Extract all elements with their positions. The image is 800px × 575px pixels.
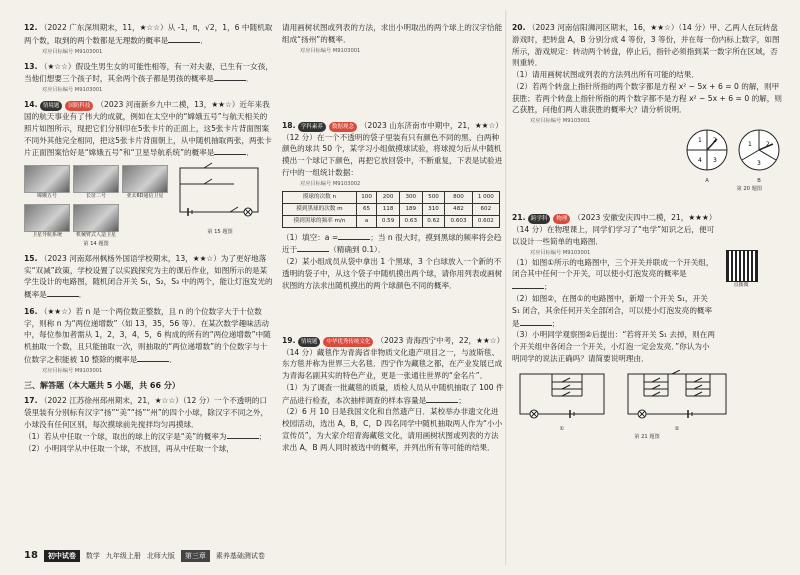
target-code: 对应目标编号 M9103001 — [42, 48, 103, 55]
spinner-label: A — [705, 177, 709, 184]
question-18 — [282, 120, 504, 292]
answer-blank[interactable] — [426, 394, 458, 403]
punctuation: ； — [544, 282, 552, 292]
chapter-label: 第三章 — [181, 550, 210, 562]
answer-blank[interactable] — [512, 280, 544, 289]
table-cell: 0.63 — [399, 215, 422, 227]
question-17 — [24, 395, 274, 455]
table-body — [283, 191, 500, 227]
question-number: 14. — [24, 100, 38, 110]
page-spine — [505, 10, 507, 565]
sub-question-1-tail: （精确到 0.1）． — [329, 245, 386, 255]
topic-tag: 国防科技 — [65, 101, 93, 111]
circuit-label: ② — [674, 426, 680, 433]
question-number: 17. — [24, 396, 38, 406]
category-tag: 情境题 — [40, 101, 63, 111]
table-cell: 189 — [399, 203, 422, 215]
photo-caption: 机械臂式人造卫星 — [75, 232, 116, 238]
qr-caption: 点拨微 — [733, 282, 749, 288]
photo-card — [24, 204, 70, 240]
topic-tag: 物理 — [553, 214, 570, 224]
table-cell: a — [356, 215, 376, 227]
frequency-table — [282, 191, 500, 228]
answer-blank[interactable] — [338, 231, 370, 240]
spinner-a — [684, 127, 730, 185]
switch-icon — [652, 385, 660, 389]
qr-code-icon[interactable] — [726, 250, 758, 282]
switch-s3 — [230, 207, 238, 212]
question-number: 12. — [24, 23, 38, 32]
table-cell: 602 — [472, 203, 499, 215]
sub-question-2: （2）小明同学从中任取一个球，不放回，再从中任取一个球， — [24, 444, 234, 454]
photo-card — [73, 165, 119, 201]
table-row — [283, 215, 500, 227]
question-15 — [24, 253, 274, 301]
table-cell: 100 — [356, 191, 376, 203]
question-number: 13. — [24, 61, 38, 71]
circuit-2-diagram — [622, 370, 732, 422]
column-left — [24, 22, 274, 460]
answer-blank[interactable] — [520, 317, 552, 326]
photo-card — [73, 204, 119, 240]
photo-image — [24, 165, 70, 193]
question-text: （2023 山东济南市中期中，21，★★☆）（12 分）在一个不透明的袋子里装有只有颜色不同的黑、白两种颜色的球共 50 个，某学习小组做摸球试验，将球搅匀后从中随机摸出一个球记下颜色，再把它放回袋中，不断重复，下表是试验进行中的一组统计数据： — [282, 120, 503, 177]
question-number: 21. — [512, 213, 526, 223]
question-text: （★★☆）若 n 是一个两位数正整数，且 n 的个位数字大于十位数字，则称 n 为“两位递增数”（如 13，35，56 等）．在某次数学趣味活动中，每位参加者需从 1，2，3，4，5，6 构成的所有的“两位递增数”中随机抽取一个数，且只能抽取一次，则抽取的“两位递增数”的个位数字与十位数字之积能被 10 整除的概率是 — [24, 306, 271, 364]
question-17-continued — [282, 22, 504, 55]
sub-question-1-cont: ；当 n 很大时，摸到黑球的频率将会趋近于 — [282, 232, 502, 255]
topic-tag: 数据观念 — [329, 122, 357, 132]
circuit-label: ① — [559, 426, 565, 433]
switch-icon — [652, 392, 660, 396]
switch-s1 — [204, 163, 212, 168]
question-text: （2023 河南信阳浉河区期末，16，★★☆）（14 分）甲、乙两人在玩转盘游戏时，把转盘 A，B 分别分成 4 等份，3 等份，并在每一份内标上数字，如图所示，游戏规定：转动两个转盘，停止后，指针必须指到某一数字所在区域，否则重转． — [512, 23, 780, 68]
figure-caption: 第 15 题图 — [207, 229, 233, 236]
question-number: 15. — [24, 253, 38, 263]
table-row — [283, 191, 500, 203]
question-number: 19. — [282, 335, 296, 345]
question-text: （2023 河南新乡九中二模，13，★★☆）近年来我国的航天事业有了伟大的成就，例如在太空中的“嫦娥五号”与航天相关的照片如图所示，现把它们分别印在5张卡片的正面上，这5张卡片背面图案不同外其他完全相同，把这5张卡片背面朝上，从中随机抽取两张，两张卡片正面图案恰好是“嫦娥五号”和“卫星导航系统”的概率是 — [24, 100, 272, 158]
question-19 — [282, 335, 504, 454]
answer-space — [282, 60, 504, 120]
table-cell: 1 000 — [472, 191, 499, 203]
sub-question-1: （1）为了调查一批藏毯的质量，质检人员从中随机抽取了 100 件产品进行检查，本次抽样调查的样本容量是 — [282, 382, 504, 405]
topic-tag: 中华优秀传统文化 — [323, 337, 373, 347]
category-tag: 学科素养 — [298, 122, 326, 132]
grade-label: 九年级上册 — [105, 551, 141, 560]
sub-question-2: （2）某小组成员从袋中拿出 1 个黑球，3 个白球放入一个新的不透明的袋子中，从这个袋子中随机摸出两个球，请你用列表或画树状图的方法求出随机摸出的两个球颜色不同的概率． — [282, 257, 503, 290]
question-16 — [24, 306, 274, 375]
photo-card — [24, 165, 70, 201]
photo-card — [122, 165, 168, 201]
circuit-1 — [512, 370, 612, 434]
switch-icon — [562, 385, 570, 389]
question-21 — [512, 212, 717, 364]
punctuation: ． — [169, 354, 177, 364]
answer-space — [282, 297, 504, 335]
punctuation: ． — [245, 74, 254, 84]
spinner-number: 3 — [713, 157, 717, 165]
page-footer — [24, 549, 284, 563]
question-text: （2023 河南郑州枫杨外国语学校期末，13，★★☆）为了更好地落实“双减”政策，学校设置了以实践探究为主的课后作业，如图所示的是某学生设计的电路图，随机闭合开关 S₁，S₂，S₃ 中的两个，能让灯泡发光的概率是 — [24, 253, 273, 300]
category-tag: 情境题 — [298, 337, 321, 347]
switch-icon — [562, 378, 570, 382]
spinner-a-diagram — [684, 127, 730, 173]
circuit-1-diagram — [512, 370, 612, 422]
photo-caption: 亚太6D通信卫星 — [126, 193, 164, 200]
figure-caption: 第 21 题图 — [634, 434, 660, 441]
answer-blank[interactable] — [214, 146, 246, 155]
column-middle — [282, 22, 504, 458]
table-cell: 0.62 — [422, 215, 445, 227]
spinner-number: 2 — [766, 141, 770, 149]
spinner-number: 1 — [748, 141, 752, 149]
target-code: 对应目标编号 M9103001 — [42, 87, 103, 94]
photo-grid — [24, 162, 168, 248]
target-code: 对应目标编号 M9103002 — [300, 180, 361, 187]
spinner-number: 2 — [713, 137, 717, 145]
table-cell: 200 — [377, 191, 400, 203]
question-13 — [24, 61, 274, 95]
question-number: 18. — [282, 120, 296, 130]
table-cell: 0.602 — [472, 215, 499, 227]
photo-image — [122, 165, 168, 193]
table-cell: 300 — [399, 191, 422, 203]
photo-image — [73, 204, 119, 232]
target-code: 对应目标编号 M9103001 — [530, 118, 591, 125]
spinner-b-diagram — [736, 127, 782, 173]
question-text: （2022 广东深圳期末，11，★☆☆）从 -1，π，√2，1，6 中随机取两个数，取到的两个数都是无理数的概率是 — [24, 23, 273, 45]
table-cell: 65 — [356, 203, 376, 215]
photo-row-top — [24, 165, 168, 201]
punctuation: ； — [551, 318, 560, 328]
subject-label: 数学 — [85, 551, 100, 560]
switch-icon — [652, 378, 660, 382]
target-code: 对应目标编号 M9103001 — [530, 249, 591, 256]
punctuation: ； — [458, 395, 466, 405]
sub-question-2: （2）若两个转盘上指针所指的两个数字都是方程 x² − 5x + 6 = 0 的解，则甲获胜；若两个转盘上指针所指的两个数字都不是方程 x² − 5x + 6 = 0 的解，则乙获胜，问他们两人谁获胜的概率大？请分析说明． — [512, 81, 782, 115]
photo-row-bottom — [24, 204, 168, 240]
circuit-wire — [520, 374, 604, 414]
circuit-wire — [628, 374, 726, 414]
photo-image — [73, 165, 119, 193]
photo-caption: 嫦娥五号 — [36, 193, 57, 200]
table-cell: 0.603 — [445, 215, 472, 227]
table-cell: 800 — [445, 191, 472, 203]
question-text: （2023 安徽安庆四中二模，21，★★★）（14 分）在物理课上，同学们学习了“电学”知识之后，便可以设计一些简单的电路图． — [512, 213, 717, 246]
sub-question-1: （1）如图①所示的电路图中，三个开关并联成一个开关组，闭合其中任何一个开关，可以使小灯泡发亮的概率是 — [512, 257, 714, 279]
photo-image — [24, 204, 70, 232]
switch-s2 — [204, 179, 212, 184]
switch-icon — [694, 378, 702, 382]
page-number: 18 — [24, 550, 38, 562]
table-row-header: 摸到黑球的频率 m/n — [283, 215, 357, 227]
brand-label: 初中试卷 — [44, 550, 80, 562]
question-number: 20. — [512, 23, 526, 32]
answer-blank[interactable] — [47, 288, 79, 297]
circuit-wire — [180, 168, 258, 212]
question-text: （★☆☆）假设生男生女的可能性相等，有一对夫妻，已生有一女孩，当他们想要三个孩子时，其余两个孩子都是男孩的概率是 — [24, 61, 273, 84]
punctuation: ． — [78, 290, 87, 300]
table-cell: 310 — [422, 203, 445, 215]
question-20 — [512, 22, 782, 193]
spinner-number: 1 — [698, 137, 702, 145]
answer-space — [512, 198, 782, 212]
figure-caption: 第 14 题图 — [83, 240, 109, 247]
table-row — [283, 203, 500, 215]
switch-s1-icon — [672, 370, 680, 374]
answer-blank[interactable] — [137, 353, 169, 362]
spinner-label: B — [757, 177, 761, 184]
table-row-header: 摸到黑球的次数 m — [283, 203, 357, 215]
sub-question-1: （1）请用画树状图或列表的方法列出所有可能的结果． — [512, 70, 700, 80]
sub-question-1: （1）填空：a = — [282, 232, 339, 242]
category-tag: 跨学科 — [528, 214, 551, 224]
question-number: 16. — [24, 306, 38, 316]
sub-question-2: （2）6 月 10 日是我国文化和自然遗产日．某校举办非遗文化进校园活动，选出 A，B，C，D 四名同学中随机抽取两人作为“小小宣传员”，为大家介绍青海藏毯文化，请用画树状图或列表的方法求出 A，B 两人同时被选中的概率，并列出所有等可能的结果． — [282, 407, 503, 452]
target-code: 对应目标编号 M9103001 — [300, 47, 361, 54]
sub-question-3: （3）小明同学观察图②后提出：“若将开关 S₁ 去掉，则在两个开关组中各闭合一个开关，小灯泡一定会发亮．”你认为小明同学的说法正确吗？请简要说明理由． — [512, 330, 715, 363]
question-14 — [24, 99, 274, 248]
circuit-diagram — [174, 162, 266, 224]
circuit-2 — [622, 370, 732, 434]
spinner-b — [736, 127, 782, 185]
section-heading: 三、解答题（本大题共 5 小题，共 66 分） — [24, 380, 180, 390]
question-text: （2023 青海西宁中考，22，★★☆）（14 分）藏毯作为青海省非物质文化遗产项目之一，与波斯毯、东方毯并称为世界三大名毯．西宁作为藏毯之都，在产业发展已成为青海名副其实的特色产业，更是一张通往世界的“金名片”． — [282, 335, 503, 381]
table-cell: 500 — [422, 191, 445, 203]
circuit-figure-21 — [512, 370, 782, 434]
question-12 — [24, 22, 274, 56]
punctuation: ． — [246, 148, 254, 158]
question-text: 请用画树状图或列表的方法，求出小明取出的两个球上的汉字恰能组成“扬州”的概率． — [282, 23, 503, 44]
answer-blank[interactable] — [297, 243, 329, 252]
spinner-number: 3 — [757, 160, 761, 168]
photo-caption: 卫星导航系统 — [31, 232, 62, 238]
spinner-number: 4 — [698, 157, 702, 165]
table-cell: 118 — [377, 203, 400, 215]
punctuation: ； — [258, 432, 267, 442]
column-right — [512, 22, 782, 441]
edition-label: 北师大版 — [146, 551, 175, 560]
table-cell: 482 — [445, 203, 472, 215]
circuit-figure-15 — [174, 162, 266, 248]
sub-question-1: （1）若从中任取一个球，取出的球上的汉字是“美”的概率为 — [24, 432, 227, 442]
answer-blank[interactable] — [168, 34, 200, 43]
sub-question-2: （2）如图②，在图①的电路图中，新增一个开关 S₁，开关 S₁ 闭合，其余任何开关全部闭合，可以使小灯泡发亮的概率是 — [512, 293, 713, 328]
switch-icon — [562, 392, 570, 396]
answer-blank[interactable] — [214, 72, 246, 81]
switch-icon — [694, 392, 702, 396]
figure-caption: 第 20 题图 — [736, 186, 762, 193]
switch-icon — [694, 385, 702, 389]
answer-blank[interactable] — [227, 430, 259, 439]
question-text: （2022 江苏徐州邳州期末，21，★☆☆）（12 分）一个不透明的口袋里装有分别标有汉字“扬”“美”“扬”“州”的四个小球，除汉字不同之外，小球没有任何区别，每次摸球前先搅拌均匀再摸球． — [24, 396, 269, 429]
figure-row — [24, 162, 274, 248]
table-cell: 0.59 — [377, 215, 400, 227]
test-label: 素养基础测试卷 — [215, 551, 265, 560]
target-code: 对应目标编号 M9103001 — [42, 367, 103, 374]
spinner-figure — [512, 127, 782, 185]
punctuation: ． — [200, 35, 208, 45]
table-row-header: 摸球的次数 n — [283, 191, 357, 203]
photo-caption: 长征二号 — [85, 193, 106, 200]
